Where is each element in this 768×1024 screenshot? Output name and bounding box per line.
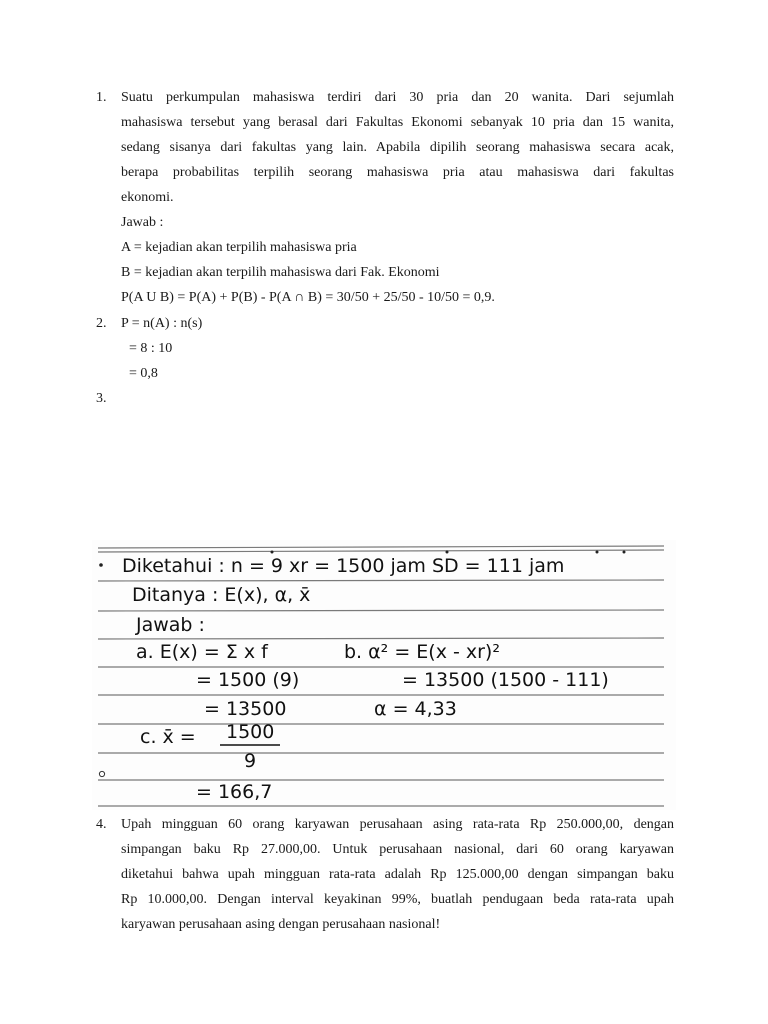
answer-definition-b: B = kejadian akan terpilih mahasiswa dari Fak. Ekonomi (121, 265, 440, 280)
hw-diketahui: Diketahui : n = 9 xr = 1500 jam SD = 111 jam (122, 555, 565, 577)
question-text-line: Upah mingguan 60 orang karyawan perusahaan asing rata-rata Rp 250.000,00, dengan (121, 817, 674, 832)
hw-ditanya: Ditanya : E(x), α, x̄ (132, 584, 311, 606)
question-2 (96, 311, 674, 386)
hw-c-result: = 166,7 (196, 781, 273, 803)
question-number: 1. (96, 90, 107, 105)
question-text-line: berapa probabilitas terpilih seorang mahasiswa pria atau mahasiswa dari fakultas (121, 165, 674, 180)
hw-a-line3: = 13500 (204, 698, 287, 720)
answer-formula: P(A U B) = P(A) + P(B) - P(A ∩ B) = 30/50 + 25/50 - 10/50 = 0,9. (121, 290, 495, 305)
question-text-line: Suatu perkumpulan mahasiswa terdiri dari 30 pria dan 20 wanita. Dari sejumlah (121, 90, 674, 105)
question-text-line: simpangan baku Rp 27.000,00. Untuk perusahaan nasional, dari 60 orang karyawan (121, 842, 674, 857)
answer-line: = 8 : 10 (129, 341, 173, 356)
hw-a-line1: a. E(x) = Σ x f (136, 641, 268, 663)
question-1 (96, 85, 674, 310)
answer-line: = 0,8 (129, 366, 158, 381)
hw-c-denominator: 9 (244, 750, 257, 772)
question-text-line: ekonomi. (121, 190, 174, 205)
question-text-line: sedang sisanya dari fakultas yang lain. Apabila dipilih seorang mahasiswa secara acak, (121, 140, 674, 155)
question-text-line: mahasiswa tersebut yang berasal dari Fakultas Ekonomi sebanyak 10 pria dan 15 wanita, (121, 115, 674, 130)
question-4 (96, 812, 674, 937)
hw-b-line2: = 13500 (1500 - 111) (402, 669, 609, 691)
handwritten-notebook-image (92, 540, 676, 810)
question-body (121, 85, 674, 310)
question-text-line: Rp 10.000,00. Dengan interval keyakinan 99%, buatlah pendugaan beda rata-rata upah (121, 892, 674, 907)
hw-c-numerator: 1500 (226, 721, 275, 743)
question-text-line: karyawan perusahaan asing dengan perusahaan nasional! (121, 917, 441, 932)
hw-b-line1: b. α² = E(x - xr)² (344, 641, 500, 663)
question-body (121, 311, 674, 386)
hw-a-line2: = 1500 (9) (196, 669, 300, 691)
question-body (121, 812, 674, 937)
hw-c-label: c. x̄ = (140, 726, 196, 748)
question-text-line: diketahui bahwa upah mingguan rata-rata adalah Rp 125.000,00 dengan simpangan baku (121, 867, 674, 882)
question-number: 4. (96, 817, 107, 832)
question-number: 3. (96, 391, 107, 406)
hw-jawab: Jawab : (136, 614, 205, 636)
answer-definition-a: A = kejadian akan terpilih mahasiswa pria (121, 240, 357, 255)
question-number: 2. (96, 316, 107, 331)
answer-label: Jawab : (121, 215, 164, 230)
hw-b-line3: α = 4,33 (374, 698, 457, 720)
answer-line: P = n(A) : n(s) (121, 316, 203, 331)
